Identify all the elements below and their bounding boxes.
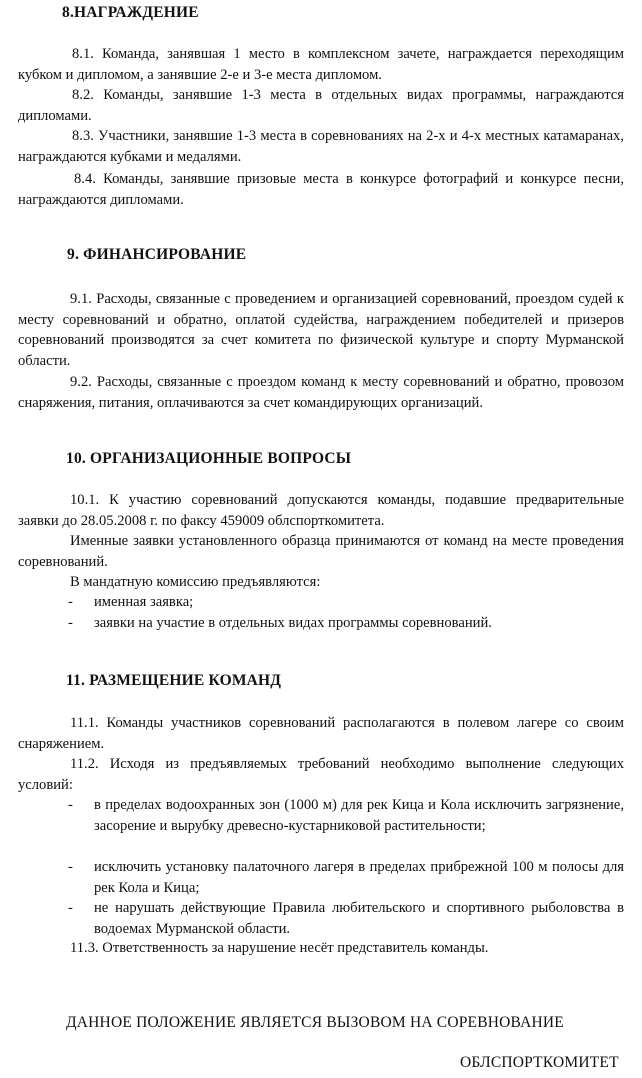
paragraph-10-3: В мандатную комиссию предъявляются: [70, 574, 321, 590]
section-11-title: 11. РАЗМЕЩЕНИЕ КОМАНД [66, 672, 282, 689]
section-10-title: 10. ОРГАНИЗАЦИОННЫЕ ВОПРОСЫ [66, 450, 352, 467]
paragraph-8-4: 8.4. Команды, занявшие призовые места в конкурсе фотографий и конкурсе песни, награждаются дипломами. [18, 171, 624, 208]
list-item: в пределах водоохранных зон (1000 м) для рек Кица и Кола исключить загрязнение, засорение и вырубку древесно-кустарниковой растительности; [94, 797, 624, 834]
paragraph-8-1: 8.1. Команда, занявшая 1 место в комплексном зачете, награждается переходящим кубком и дипломом, а занявшие 2-е и 3-е места дипломом. [18, 46, 624, 83]
paragraph-8-2: 8.2. Команды, занявшие 1-3 места в отдельных видах программы, награждаются дипломами. [18, 87, 624, 124]
list-item: заявки на участие в отдельных видах программы соревнований. [94, 615, 492, 631]
list-dash: - [68, 900, 73, 916]
list-item: исключить установку палаточного лагеря в пределах прибрежной 100 м полосы для рек Кола и Кица; [94, 859, 624, 896]
list-dash: - [68, 797, 73, 813]
paragraph-11-1: 11.1. Команды участников соревнований располагаются в полевом лагере со своим снаряжением. [18, 715, 624, 752]
list-dash: - [68, 594, 73, 610]
challenge-statement: ДАННОЕ ПОЛОЖЕНИЕ ЯВЛЯЕТСЯ ВЫЗОВОМ НА СОРЕВНОВАНИЕ [66, 1014, 564, 1031]
issuer-name: ОБЛСПОРТКОМИТЕТ [460, 1054, 619, 1071]
paragraph-8-3: 8.3. Участники, занявшие 1-3 места в соревнованиях на 2-х и 4-х местных катамаранах, награждаются кубками и медалями. [18, 128, 624, 165]
paragraph-9-1: 9.1. Расходы, связанные с проведением и организацией соревнований, проездом судей к месту соревнований и обратно, оплатой судейства, награждением победителей и призеров соревнований производятся за счет комитета по физической культуре и спорту Мурманской области. [18, 291, 624, 369]
list-item: именная заявка; [94, 594, 194, 610]
paragraph-10-2: Именные заявки установленного образца принимаются от команд на месте проведения соревнований. [18, 533, 624, 570]
paragraph-11-2: 11.2. Исходя из предъявляемых требований необходимо выполнение следующих условий: [18, 756, 624, 793]
paragraph-9-2: 9.2. Расходы, связанные с проездом команд к месту соревнований и обратно, провозом снаряжения, питания, оплачиваются за счет командирующих организаций. [18, 374, 624, 411]
section-9-title: 9. ФИНАНСИРОВАНИЕ [67, 246, 247, 263]
list-dash: - [68, 615, 73, 631]
paragraph-11-3: 11.3. Ответственность за нарушение несёт представитель команды. [70, 940, 489, 956]
list-item: не нарушать действующие Правила любительского и спортивного рыболовства в водоемах Мурманской области. [94, 900, 624, 937]
list-dash: - [68, 859, 73, 875]
section-8-title: 8.НАГРАЖДЕНИЕ [62, 4, 199, 21]
paragraph-10-1: 10.1. К участию соревнований допускаются команды, подавшие предварительные заявки до 28.05.2008 г. по факсу 459009 облспорткомитета. [18, 492, 624, 529]
